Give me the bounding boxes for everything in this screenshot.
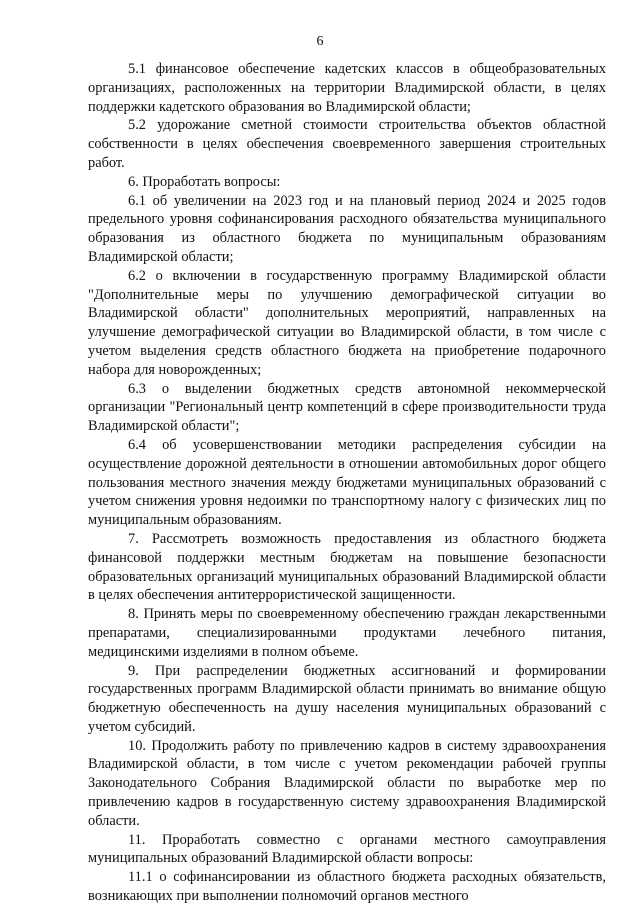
- paragraph-6-4: 6.4 об усовершенствовании методики распределения субсидии на осуществление дорожной деятельности в отношении автомобильных дорог общего пользования местного значения между бюджетами муниципальных образований с учетом снижения уровня недоимки по транспортному налогу с физических лиц по муниципальным образованиям.: [88, 436, 606, 529]
- paragraph-5-2: 5.2 удорожание сметной стоимости строительства объектов областной собственности в целях обеспечения своевременного завершения строительных работ.: [88, 117, 606, 171]
- paragraph-9: 9. При распределении бюджетных ассигнований и формировании государственных программ Владимирской области принимать во внимание общую бюджетную обеспеченность на душу населения муниципальных образований с учетом субсидий.: [88, 662, 606, 735]
- paragraph-11: 11. Проработать совместно с органами местного самоуправления муниципальных образований Владимирской области вопросы:: [88, 831, 606, 867]
- paragraph-5-1: 5.1 финансовое обеспечение кадетских классов в общеобразовательных организациях, расположенных на территории Владимирской области, в целях поддержки кадетского образования во Владимирской области;: [88, 61, 606, 115]
- paragraph-6-3: 6.3 о выделении бюджетных средств автономной некоммерческой организации "Региональный центр компетенций в сфере производительности труда Владимирской области";: [88, 380, 606, 435]
- paragraph-10: 10. Продолжить работу по привлечению кадров в систему здравоохранения Владимирской области, в том числе с учетом рекомендации рабочей группы Законодательного Собрания Владимирской области по выработке мер по привлечению кадров в государственную систему здравоохранения Владимирской области.: [88, 737, 606, 829]
- page-number: 6: [316, 34, 324, 49]
- paragraph-11-1: 11.1 о софинансировании из областного бюджета расходных обязательств, возникающих при выполнении полномочий органов местного: [88, 869, 606, 905]
- paragraph-6-2: 6.2 о включении в государственную программу Владимирской области "Дополнительные меры по улучшению демографической ситуации во Владимирской области" дополнительных мероприятий, направленных на улучшение демографической ситуации во Владимирской области, в том числе с учетом выделения средств областного бюджета на приобретение подарочного набора для новорожденных;: [88, 267, 606, 378]
- paragraph-7: 7. Рассмотреть возможность предоставления из областного бюджета финансовой поддержки местным бюджетам на повышение безопасности образовательных организаций муниципальных образований Владимирской области в целях обеспечения антитеррористической защищенности.: [88, 530, 606, 604]
- paragraph-8: 8. Принять меры по своевременному обеспечению граждан лекарственными препаратами, специализированными продуктами лечебного питания, медицинскими изделиями в полном объеме.: [88, 606, 606, 660]
- paragraph-6: 6. Проработать вопросы:: [128, 173, 281, 190]
- document-body: [88, 60, 606, 906]
- paragraph-6-1: 6.1 об увеличении на 2023 год и на плановый период 2024 и 2025 годов предельного уровня софинансирования расходного обязательства муниципального образования из областного бюджета по муниципальным образованиям Владимирской области;: [88, 192, 606, 265]
